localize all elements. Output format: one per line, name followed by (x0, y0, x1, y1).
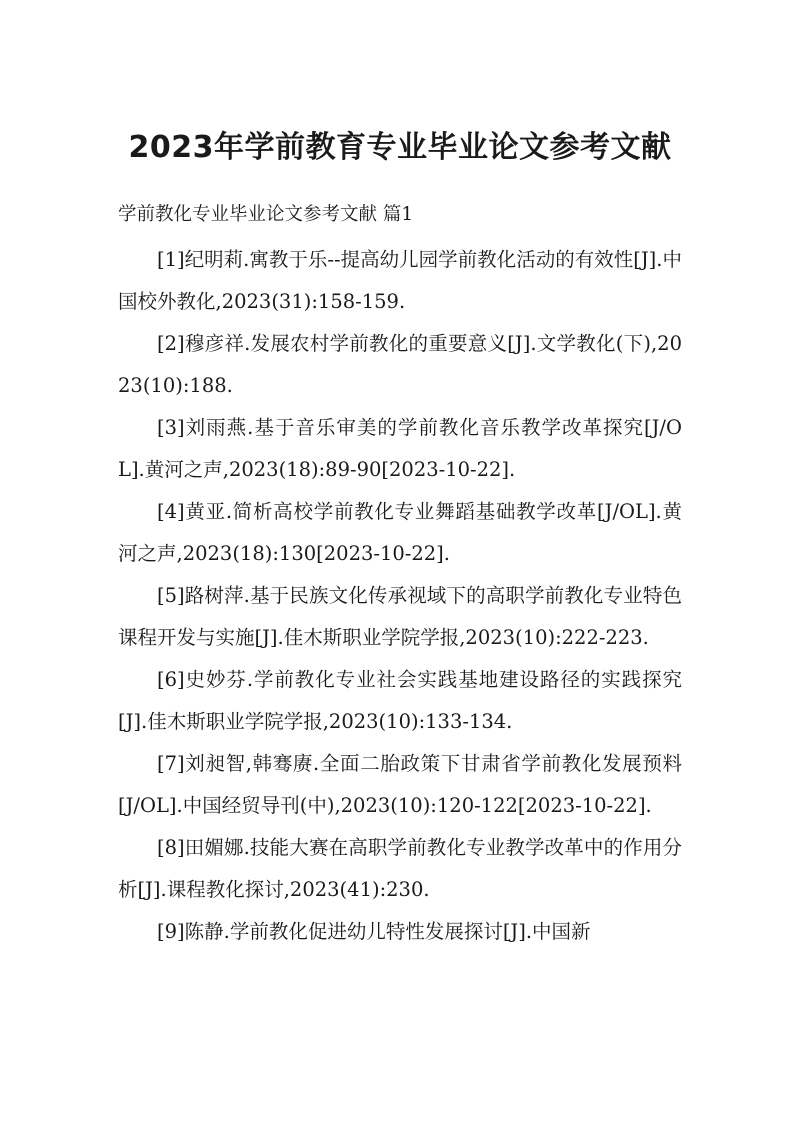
reference-item-1: [1]纪明莉.寓教于乐--提高幼儿园学前教化活动的有效性[J].中国校外教化,2023(31):158-159. (118, 248, 682, 313)
reference-item-5: [5]路树萍.基于民族文化传承视域下的高职学前教化专业特色课程开发与实施[J].佳木斯职业学院学报,2023(10):222-223. (118, 584, 682, 649)
reference-item-7: [7]刘昶智,韩骞赓.全面二胎政策下甘肃省学前教化发展预料[J/OL].中国经贸导刊(中),2023(10):120-122[2023-10-22]. (118, 752, 682, 817)
document-title: 2023年学前教育专业毕业论文参考文献 (128, 130, 672, 165)
reference-item-8: [8]田媚娜.技能大赛在高职学前教化专业教学改革中的作用分析[J].课程教化探讨,2023(41):230. (118, 836, 682, 901)
section-heading: 学前教化专业毕业论文参考文献 篇1 (118, 204, 414, 225)
reference-item-2: [2]穆彦祥.发展农村学前教化的重要意义[J].文学教化(下),2023(10):188. (118, 332, 682, 397)
reference-item-4: [4]黄亚.简析高校学前教化专业舞蹈基础教学改革[J/OL].黄河之声,2023(18):130[2023-10-22]. (118, 500, 682, 565)
reference-item-6: [6]史妙芬.学前教化专业社会实践基地建设路径的实践探究[J].佳木斯职业学院学报,2023(10):133-134. (118, 668, 682, 733)
reference-item-9: [9]陈静.学前教化促进幼儿特性发展探讨[J].中国新 (157, 920, 591, 943)
reference-list (118, 239, 682, 953)
reference-item-3: [3]刘雨燕.基于音乐审美的学前教化音乐教学改革探究[J/OL].黄河之声,2023(18):89-90[2023-10-22]. (118, 416, 682, 481)
